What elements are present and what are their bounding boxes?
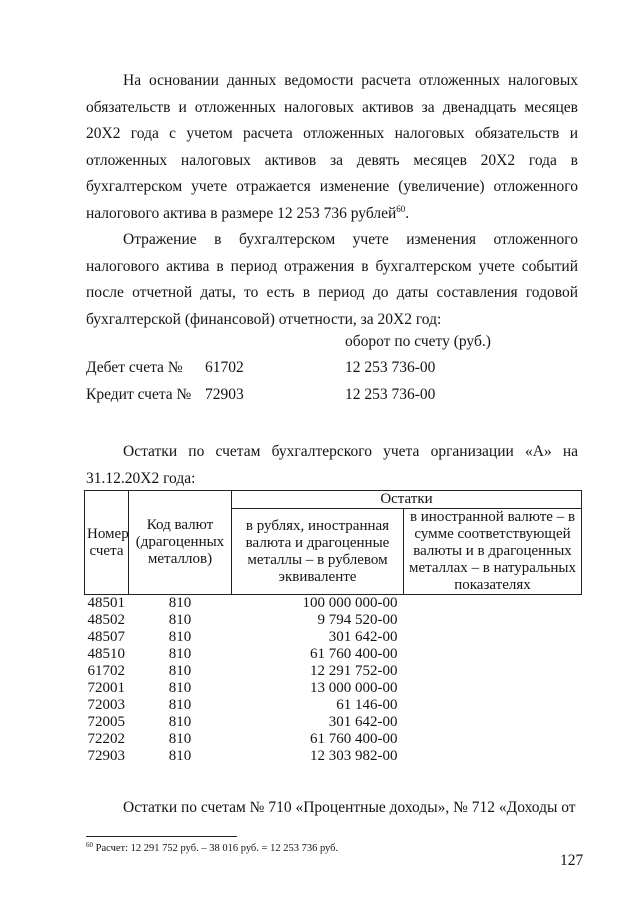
balances-table	[84, 490, 582, 765]
cell-account: 72003	[87, 697, 125, 713]
cell-balance-rub: 12 303 982-00	[310, 748, 398, 764]
paragraph-1-text: На основании данных ведомости расчета отложенных налоговых обязательств и отложенных налоговых активов за двенадцать месяцев 20Х2 года с учетом расчета отложенных налоговых обязательств и отложенных налоговых активов за девять месяцев 20Х2 года в бухгалтерском учете отражается изменение (увеличение) отложенного налогового актива в размере 12 253 736 рублей	[86, 72, 578, 222]
cell-account: 48507	[87, 629, 125, 645]
paragraph-1-end: .	[405, 204, 410, 222]
cell-account: 72202	[87, 731, 125, 747]
cell-balance-rub: 13 000 000-00	[310, 680, 398, 696]
header-currency-code: Код валют (драгоценных металлов)	[129, 491, 232, 595]
paragraph-balances-intro: Остатки по счетам бухгалтерского учета организации «А» на 31.12.20Х2 года:	[86, 443, 578, 487]
cell-currency-code: 810	[168, 612, 192, 628]
cell-currency-code: 810	[168, 629, 192, 645]
cell-currency-code: 810	[168, 731, 192, 747]
cell-balance-rub: 61 146-00	[336, 697, 398, 713]
table-row	[85, 595, 582, 613]
cell-balance-foreign	[404, 629, 582, 646]
cell-balance-foreign	[404, 612, 582, 629]
cell-balance-foreign	[404, 646, 582, 663]
entry-credit-account: 72903	[205, 386, 244, 403]
table-row	[85, 629, 582, 646]
paragraph-deferred-tax-asset	[86, 68, 578, 227]
footnote-text: Расчет: 12 291 752 руб. – 38 016 руб. = 12 253 736 руб.	[95, 843, 339, 854]
table-row	[85, 663, 582, 680]
cell-currency-code: 810	[168, 748, 192, 764]
entry-credit-label: Кредит счета №	[86, 386, 192, 403]
footnote	[86, 843, 338, 854]
cell-currency-code: 810	[168, 663, 192, 679]
cell-balance-foreign	[404, 663, 582, 680]
header-balance-foreign: в иностранной валюте – в сумме соответствующей валюты и в драгоценных металлах – в натуральных показателях	[404, 509, 582, 595]
cell-account: 48502	[87, 612, 125, 628]
footnote-divider	[86, 836, 237, 837]
cell-balance-rub: 301 642-00	[328, 629, 398, 645]
table-row	[85, 748, 582, 765]
cell-balance-rub: 301 642-00	[328, 714, 398, 730]
paragraph-income-accounts: Остатки по счетам № 710 «Процентные доходы», № 712 «Доходы от	[123, 799, 576, 816]
cell-balance-rub: 9 794 520-00	[317, 612, 398, 628]
cell-account: 48501	[87, 595, 125, 611]
table-row	[85, 646, 582, 663]
paragraph-reporting-events: Отражение в бухгалтерском учете изменения отложенного налогового актива в период отражения в бухгалтерском учете событий после отчетной даты, то есть в период до даты составления годовой бухгалтерской (финансовой) отчетности, за 20Х2 год:	[86, 231, 578, 328]
header-balance-rub: в рублях, иностранная валюта и драгоценные металлы – в рублевом эквиваленте	[232, 509, 404, 595]
cell-balance-foreign	[404, 680, 582, 697]
entry-debit-label: Дебет счета №	[86, 359, 183, 376]
header-account-number: Номер счета	[85, 491, 129, 595]
header-balances: Остатки	[232, 491, 582, 509]
cell-balance-foreign	[404, 748, 582, 765]
footnote-ref-60[interactable]: 60	[396, 203, 406, 214]
cell-balance-foreign	[404, 697, 582, 714]
table-row	[85, 714, 582, 731]
cell-account: 48510	[87, 646, 125, 662]
cell-balance-rub: 12 291 752-00	[310, 663, 398, 679]
entry-credit-amount: 12 253 736-00	[345, 386, 436, 403]
cell-currency-code: 810	[168, 680, 192, 696]
cell-currency-code: 810	[168, 714, 192, 730]
cell-balance-rub: 100 000 000-00	[302, 595, 398, 611]
cell-currency-code: 810	[168, 595, 192, 611]
entry-debit-account: 61702	[205, 359, 244, 376]
page-number: 127	[560, 852, 584, 869]
turnover-heading: оборот по счету (руб.)	[345, 333, 491, 350]
entry-debit-amount: 12 253 736-00	[345, 359, 436, 376]
table-row	[85, 680, 582, 697]
cell-account: 61702	[87, 663, 125, 679]
cell-balance-rub: 61 760 400-00	[310, 731, 398, 747]
cell-balance-foreign	[404, 595, 582, 613]
cell-balance-rub: 61 760 400-00	[310, 646, 398, 662]
footnote-number: 60	[86, 841, 93, 849]
cell-account: 72903	[87, 748, 125, 764]
table-row	[85, 731, 582, 748]
cell-currency-code: 810	[168, 646, 192, 662]
cell-account: 72005	[87, 714, 125, 730]
cell-account: 72001	[87, 680, 125, 696]
table-row	[85, 697, 582, 714]
cell-balance-foreign	[404, 714, 582, 731]
cell-currency-code: 810	[168, 697, 192, 713]
table-row	[85, 612, 582, 629]
cell-balance-foreign	[404, 731, 582, 748]
